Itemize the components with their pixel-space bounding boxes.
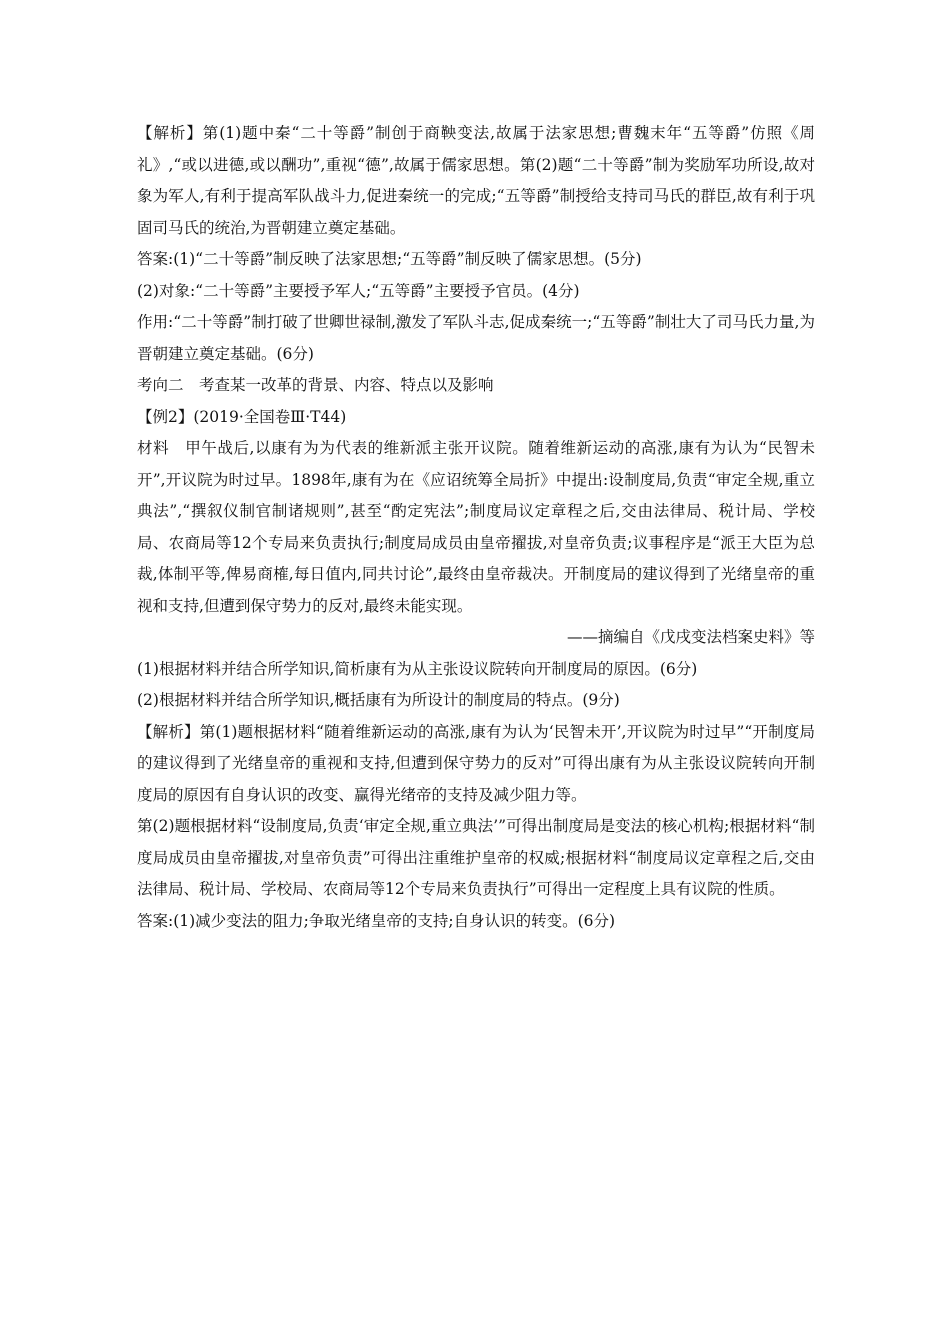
section-heading: 考向二 考查某一改革的背景、内容、特点以及影响	[137, 376, 494, 394]
answer-paragraph-3: 作用:“二十等爵”制打破了世卿世禄制,激发了军队斗志,促成秦统一;“五等爵”制壮大了司马氏力量,为晋朝建立奠定基础。(6分)	[137, 313, 815, 363]
analysis-paragraph-1: 【解析】第(1)题中秦“二十等爵”制创于商鞅变法,故属于法家思想;曹魏末年“五等爵”仿照《周礼》,“或以进德,或以酬功”,重视“德”,故属于儒家思想。第(2)题“二十等爵”制为奖励军功所设,故对象为军人,有利于提高军队战斗力,促进秦统一的完成;“五等爵”制授给支持司马氏的群臣,故有利于巩固司马氏的统治,为晋朝建立奠定基础。	[137, 124, 815, 237]
question-1: (1)根据材料并结合所学知识,简析康有为从主张设议院转向开制度局的原因。(6分)	[137, 659, 698, 678]
answer-paragraph-2: (2)对象:“二十等爵”主要授予军人;“五等爵”主要授予官员。(4分)	[137, 281, 580, 300]
material-paragraph: 材料 甲午战后,以康有为为代表的维新派主张开议院。随着维新运动的高涨,康有为认为“民智未开”,开议院为时过早。1898年,康有为在《应诏统筹全局折》中提出:设制度局,负责“审定全规,重立典法”,“撰叙仪制官制诸规则”,甚至“酌定宪法”;制度局议定章程之后,交由法律局、税计局、学校局、农商局等12个专局来负责执行;制度局成员由皇帝擢拔,对皇帝负责;议事程序是“派王大臣为总裁,体制平等,俾易商榷,每日值内,同共讨论”,最终由皇帝裁决。开制度局的建议得到了光绪皇帝的重视和支持,但遭到保守势力的反对,最终未能实现。	[137, 439, 815, 615]
analysis-paragraph-3: 第(2)题根据材料“设制度局,负责‘审定全规,重立典法’”可得出制度局是变法的核心机构;根据材料“制度局成员由皇帝擢拔,对皇帝负责”可得出注重维护皇帝的权威;根据材料“制度局议定章程之后,交由法律局、税计局、学校局、农商局等12个专局来负责执行”可得出一定程度上具有议院的性质。	[137, 817, 815, 898]
analysis-paragraph-2: 【解析】第(1)题根据材料“随着维新运动的高涨,康有为认为‘民智未开’,开议院为时过早”“开制度局的建议得到了光绪皇帝的重视和支持,但遭到保守势力的反对”可得出康有为从主张设议院转向开制度局的原因有自身认识的改变、赢得光绪帝的支持及减少阻力等。	[137, 722, 815, 804]
example-heading: 【例2】(2019·全国卷Ⅲ·T44)	[137, 407, 347, 426]
source-citation: ——摘编自《戊戌变法档案史料》等	[566, 628, 815, 646]
answer-paragraph-4: 答案:(1)减少变法的阻力;争取光绪皇帝的支持;自身认识的转变。(6分)	[137, 911, 616, 930]
document-body	[137, 118, 815, 937]
question-2: (2)根据材料并结合所学知识,概括康有为所设计的制度局的特点。(9分)	[137, 691, 620, 709]
answer-paragraph-1: 答案:(1)“二十等爵”制反映了法家思想;“五等爵”制反映了儒家思想。(5分)	[137, 250, 642, 268]
